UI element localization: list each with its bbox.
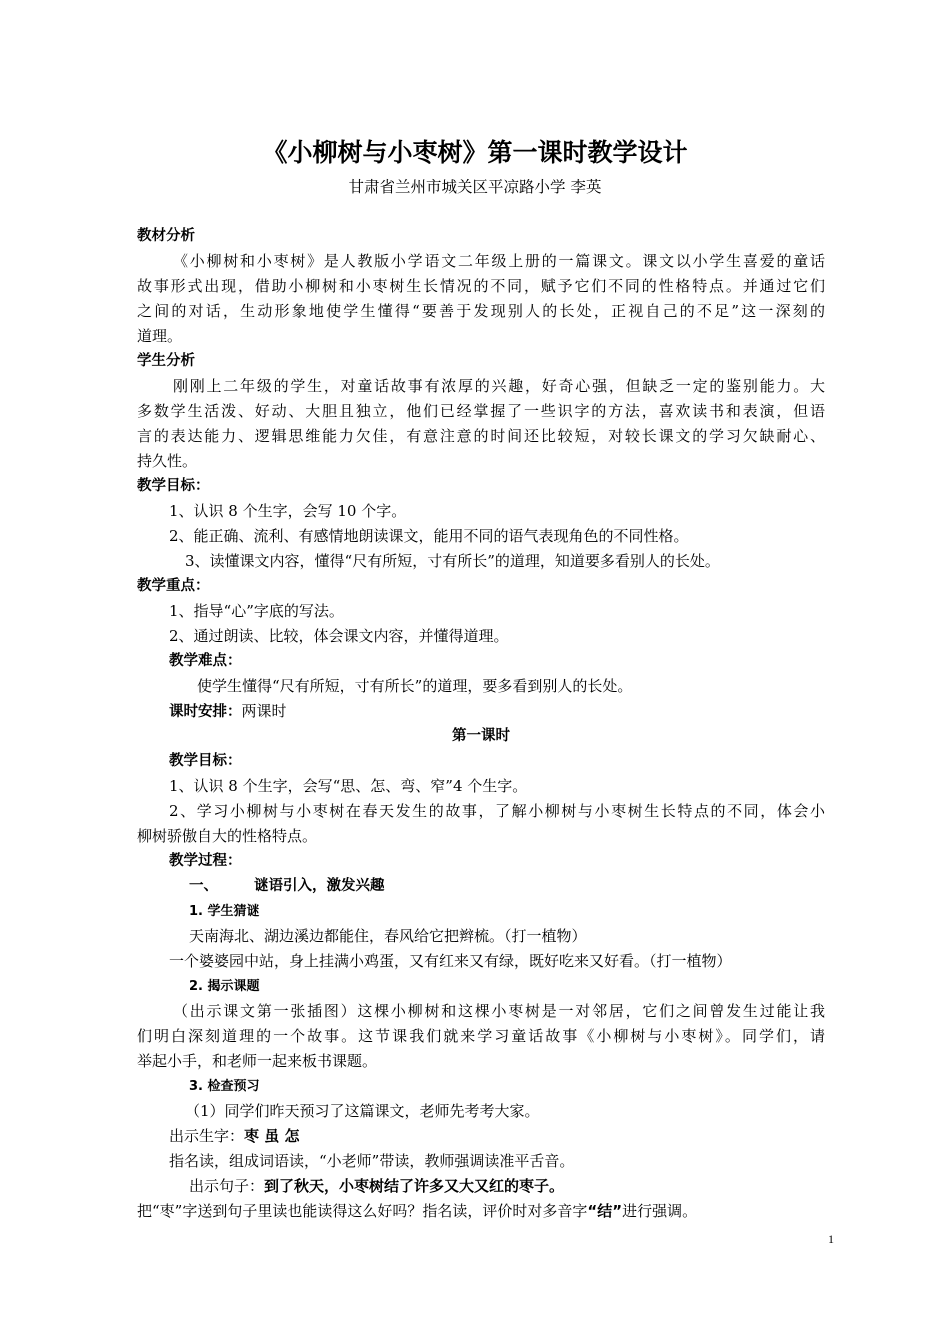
paragraph-line: 道理。 — [137, 327, 183, 345]
paragraph-line: （出示课文第一张插图）这棵小柳树和这棵小枣树是一对邻居，它们之间曾发生过能让我 — [173, 1002, 825, 1020]
schedule-value: 两课时 — [241, 702, 287, 720]
goal-item: 1、认识 8 个生字，会写 10 个字。 — [169, 502, 407, 520]
author-line: 甘肃省兰州市城关区平凉路小学 李英 — [348, 178, 602, 196]
lesson-title: 第一课时 — [452, 728, 510, 744]
emphasized-word: “结” — [587, 1202, 623, 1220]
page-number: 1 — [828, 1232, 834, 1246]
process-heading: 教学过程： — [169, 853, 242, 869]
riddle-line: 天南海北、湖边溪边都能住，春风给它把辫梳。（打一植物） — [189, 927, 587, 945]
goal-item: 3、读懂课文内容，懂得“尺有所短，寸有所长”的道理，知道要多看别人的长处。 — [185, 552, 720, 570]
sub-heading: 1. 学生猜谜 — [189, 904, 260, 919]
goal-item: 2、能正确、流利、有感情地朗读课文，能用不同的语气表现角色的不同性格。 — [169, 527, 689, 545]
section-heading-difficulties: 教学难点： — [169, 653, 242, 669]
paragraph-line: 《小柳树和小枣树》是人教版小学语文二年级上册的一篇课文。课文以小学生喜爱的童话 — [173, 252, 825, 270]
section-heading-goals: 教学目标： — [137, 478, 210, 494]
characters-line — [137, 1124, 825, 1149]
text-run: 把“枣”字送到句子里读也能读得这么好吗？指名读，评价时对多音字 — [137, 1202, 588, 1220]
paragraph-line: 多数学生活泼、好动、大胆且独立，他们已经掌握了一些识字的方法，喜欢读书和表演，但语 — [137, 402, 825, 420]
step-number: 一、 — [189, 878, 218, 894]
sentence-label: 出示句子： — [189, 1177, 265, 1195]
paragraph-line: 刚刚上二年级的学生，对童话故事有浓厚的兴趣，好奇心强，但缺乏一定的鉴别能力。大 — [173, 377, 825, 395]
lesson-goal-item: 1、认识 8 个生字，会写“思、怎、弯、窄”4 个生字。 — [169, 777, 528, 795]
document-title: 《小柳树与小枣树》第一课时教学设计 — [262, 138, 688, 167]
schedule-line — [137, 699, 825, 724]
step-heading — [137, 874, 825, 899]
paragraph-line: 指名读，组成词语读，“小老师”带读，教师强调读准平舌音。 — [169, 1152, 575, 1170]
lesson-goals-heading: 教学目标： — [169, 753, 242, 769]
key-point-item: 2、通过朗读、比较，体会课文内容，并懂得道理。 — [169, 627, 509, 645]
riddle-line: 一个婆婆园中站，身上挂满小鸡蛋，又有红来又有绿，既好吃来又好看。（打一植物） — [169, 952, 732, 970]
sentence-line — [137, 1174, 825, 1199]
paragraph-line: 故事形式出现，借助小柳树和小枣树生长情况的不同，赋予它们不同的性格特点。并通过它们 — [137, 277, 825, 295]
paragraph-line: 言的表达能力、逻辑思维能力欠佳，有意注意的时间还比较短，对较长课文的学习欠缺耐心、 — [137, 427, 825, 445]
sub-heading: 2. 揭示课题 — [189, 979, 260, 994]
paragraph-line: 持久性。 — [137, 452, 198, 470]
section-heading-key-points: 教学重点： — [137, 578, 210, 594]
paragraph-line: 举起小手，和老师一起来板书课题。 — [137, 1052, 378, 1070]
characters-list: 枣 虽 怎 — [244, 1127, 300, 1145]
text-run: 进行强调。 — [622, 1202, 698, 1220]
section-heading-material: 教材分析 — [137, 228, 195, 244]
lesson-goal-item: 2、学习小柳树与小枣树在春天发生的故事，了解小柳树与小枣树生长特点的不同，体会小 — [169, 802, 825, 820]
paragraph-line: 柳树骄傲自大的性格特点。 — [137, 827, 318, 845]
paragraph-line: 之间的对话，生动形象地使学生懂得“要善于发现别人的长处，正视自己的不足”这一深刻的 — [137, 302, 825, 320]
sub-heading: 3. 检查预习 — [189, 1079, 260, 1094]
difficulty-item: 使学生懂得“尺有所短，寸有所长”的道理，要多看到别人的长处。 — [197, 677, 633, 695]
paragraph-line — [137, 1199, 825, 1224]
section-heading-students: 学生分析 — [137, 353, 195, 369]
paragraph-line: 们明白深刻道理的一个故事。这节课我们就来学习童话故事《小柳树与小枣树》。同学们，请 — [137, 1027, 825, 1045]
characters-label: 出示生字： — [169, 1127, 245, 1145]
step-title: 谜语引入，激发兴趣 — [254, 878, 385, 894]
section-heading-schedule: 课时安排： — [169, 704, 242, 720]
paragraph-line: （1）同学们昨天预习了这篇课文，老师先考考大家。 — [185, 1102, 540, 1120]
sentence-text: 到了秋天，小枣树结了许多又大又红的枣子。 — [264, 1177, 565, 1195]
document-body — [137, 224, 825, 1224]
key-point-item: 1、指导“心”字底的写法。 — [169, 602, 344, 620]
